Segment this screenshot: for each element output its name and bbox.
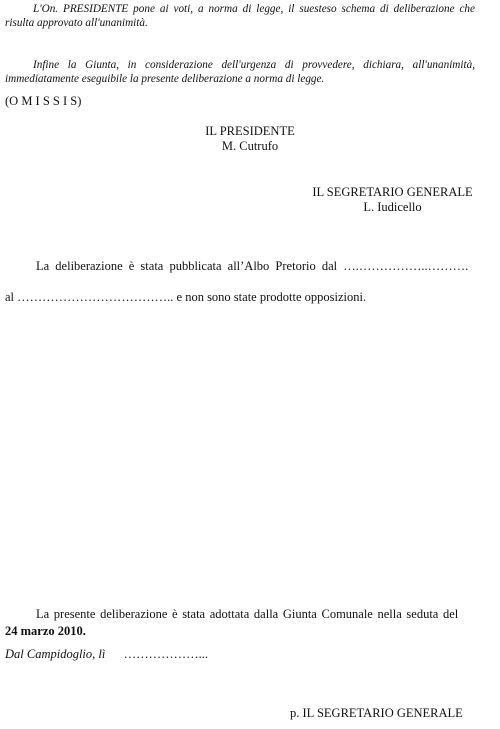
adoption-text: La presente deliberazione è stata adottata dalla Giunta Comunale nella seduta del: [36, 607, 459, 621]
place-date-text: Dal Campidoglio, lì: [5, 647, 106, 661]
signature-label: p. IL SEGRETARIO GENERALE: [290, 706, 463, 720]
publication-line-2: al ……………………………….. e non sono state prodotte opposizioni.: [5, 290, 367, 304]
vote-paragraph-text: L'On. PRESIDENTE pone ai voti, a norma di legge, il suesteso schema di deliberazione che risulta approvato all'unanimità.: [5, 3, 475, 29]
vote-paragraph: [5, 2, 475, 30]
president-name: M. Cutrufo: [221, 139, 279, 153]
president-title: IL PRESIDENTE: [205, 124, 295, 138]
adoption-date: 24 marzo 2010.: [5, 624, 86, 638]
omissis-label: (O M I S S I S): [5, 94, 82, 108]
place-date-dots: ………………...: [123, 647, 208, 661]
place-date-line: [5, 647, 208, 662]
president-block: [180, 124, 320, 154]
secretary-block: [300, 185, 485, 215]
secretary-name: L. Iudicello: [363, 200, 422, 214]
executable-paragraph-text: Infine la Giunta, in considerazione dell'urgenza di provvedere, dichiara, all'unanimità, immediatamente eseguibile la presente deliberazione a norma di legge.: [5, 59, 475, 85]
secretary-title: IL SEGRETARIO GENERALE: [312, 185, 473, 199]
executable-paragraph: [5, 58, 475, 86]
publication-line-1: La deliberazione è stata pubblicata all’Albo Pretorio dal ….……………..……….: [36, 259, 469, 273]
